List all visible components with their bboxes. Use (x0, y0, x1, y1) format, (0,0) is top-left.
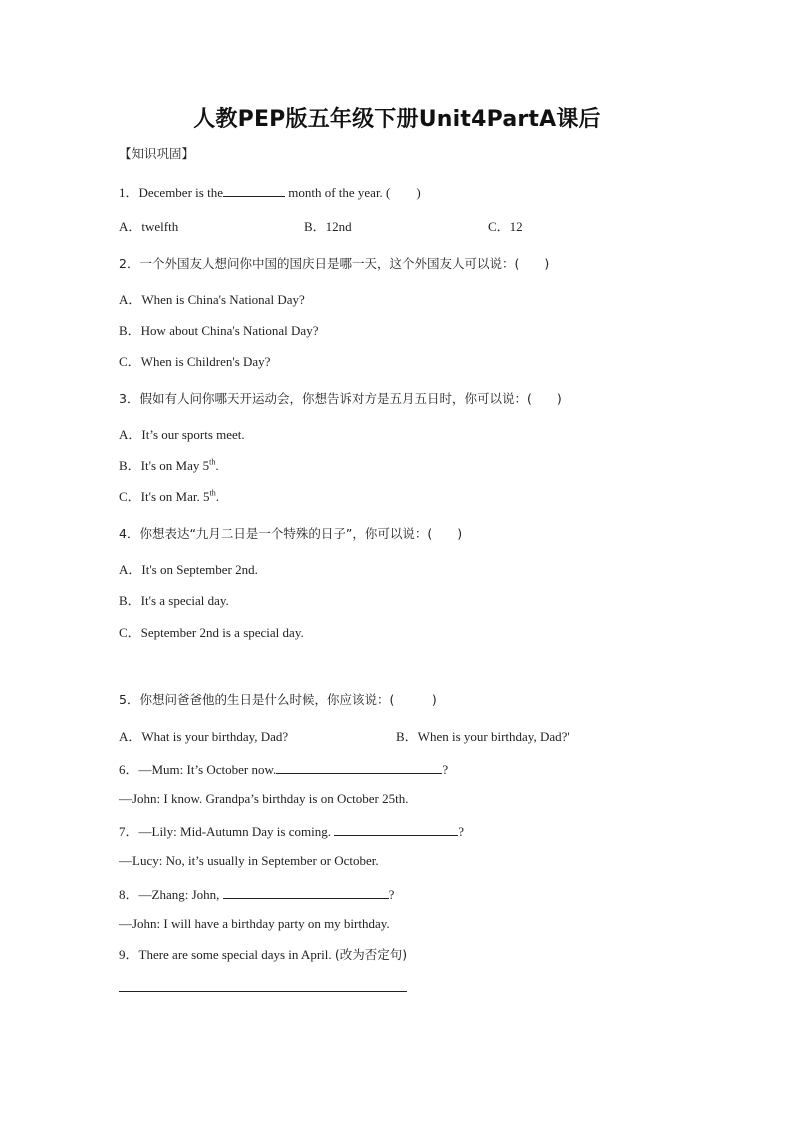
option-c: C．12 (488, 219, 523, 234)
answer-blank[interactable] (223, 885, 389, 899)
option-c-end: . (215, 489, 219, 504)
question-3: 3．假如有人问你哪天开运动会，你想告诉对方是五月五日时，你可以说：( ) (119, 391, 562, 406)
question-5: 5．你想问爸爸他的生日是什么时候，你应该说：( ) (119, 692, 437, 707)
option-c-text: C．It's on Mar. 5 (119, 489, 210, 504)
option-a: A．What is your birthday, Dad? (119, 729, 289, 744)
question-6 (119, 760, 448, 778)
option-b: B．12nd (304, 219, 352, 234)
option-a: A．It’s our sports meet. (119, 427, 245, 442)
question-6-end: ? (442, 762, 449, 777)
question-7-reply: —Lucy: No, it’s usually in September or October. (119, 853, 379, 868)
question-7-text: 7．—Lily: Mid-Autumn Day is coming. (119, 824, 335, 839)
question-8-end: ? (388, 887, 395, 902)
option-c: C．When is Children's Day? (119, 354, 271, 369)
page-title: 人教PEP版五年级下册Unit4PartA课后 (193, 107, 601, 132)
option-c (119, 489, 219, 505)
answer-line[interactable] (119, 991, 407, 992)
option-a: A．It's on September 2nd. (119, 562, 258, 577)
question-2: 2．一个外国友人想问你中国的国庆日是哪一天，这个外国友人可以说：( ) (119, 256, 550, 271)
question-7 (119, 822, 464, 840)
ordinal-suffix: th (209, 488, 216, 498)
answer-blank[interactable] (276, 760, 442, 774)
option-a: A．twelfth (119, 219, 179, 234)
question-6-text: 6．—Mum: It’s October now. (119, 762, 277, 777)
option-b: B．How about China's National Day? (119, 323, 319, 338)
question-8-text: 8．—Zhang: John, (119, 887, 223, 902)
ordinal-suffix: th (209, 457, 216, 467)
question-9 (119, 947, 407, 963)
question-1 (119, 183, 421, 201)
question-8-reply: —John: I will have a birthday party on my birthday. (119, 916, 390, 931)
option-a: A．When is China's National Day? (119, 292, 305, 307)
question-9-text: 9．There are some special days in April. (119, 947, 335, 962)
option-c: C．September 2nd is a special day. (119, 625, 304, 640)
question-9-instruction: (改为否定句) (334, 947, 408, 962)
question-1-text-end: month of the year. ( ) (284, 185, 421, 200)
question-8 (119, 885, 394, 903)
option-b-text: B．It's on May 5 (119, 458, 210, 473)
answer-blank[interactable] (223, 183, 285, 197)
option-b: B．When is your birthday, Dad?' (396, 729, 570, 744)
section-heading: 【知识巩固】 (119, 146, 195, 161)
option-b-end: . (215, 458, 219, 473)
question-6-reply: —John: I know. Grandpa’s birthday is on October 25th. (119, 791, 409, 806)
answer-blank[interactable] (334, 822, 458, 836)
question-1-text: 1．December is the (119, 185, 223, 200)
question-4: 4．你想表达“九月二日是一个特殊的日子”，你可以说：( ) (119, 526, 463, 541)
option-b (119, 458, 219, 474)
question-7-end: ? (458, 824, 464, 839)
option-b: B．It's a special day. (119, 593, 229, 608)
